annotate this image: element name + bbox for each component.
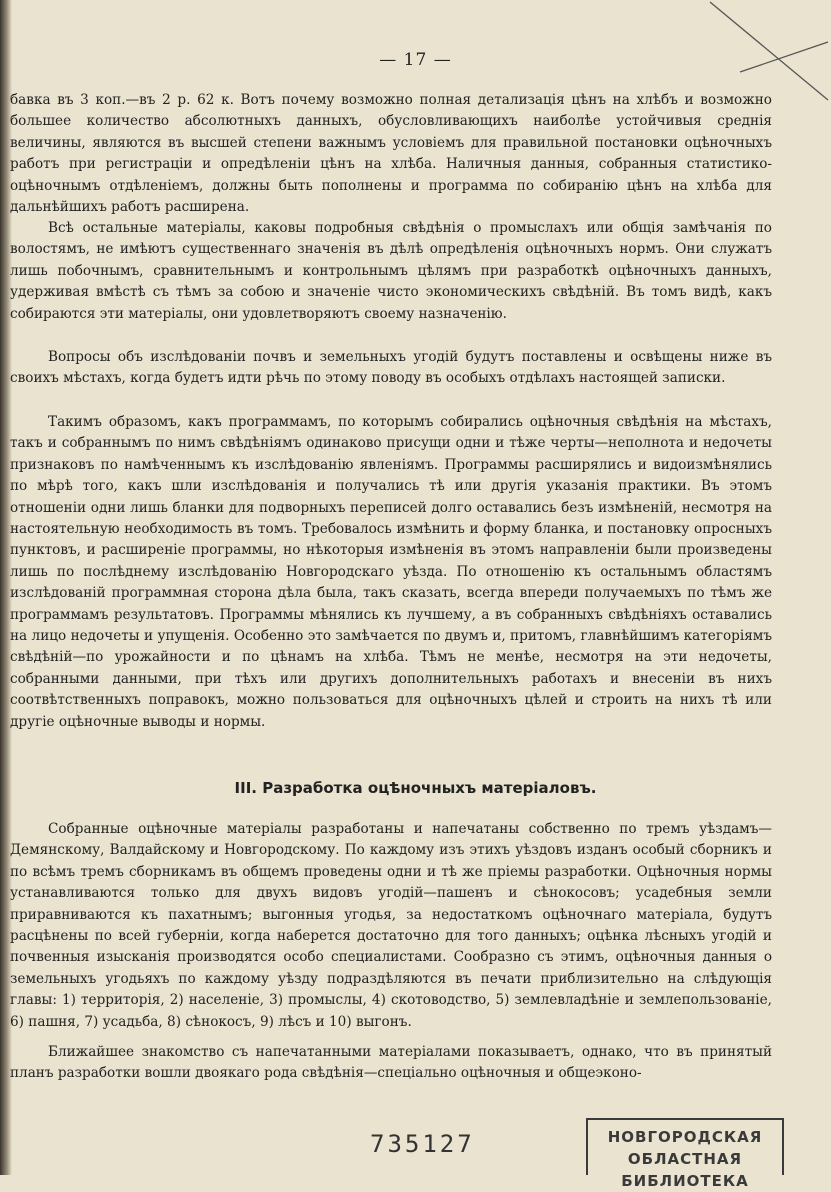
paragraph-1: бавка въ 3 коп.—въ 2 р. 62 к. Вотъ почему возможно полная детализація цѣнъ на хлѣбъ и возможно большее количество абсолютныхъ данныхъ, обусловливающихъ наиболѣе устойчивыя среднія величины, являются въ высшей степени важнымъ условіемъ для правильной постановки оцѣночныхъ работъ при регистраціи и опредѣленіи цѣнъ на хлѣба. Наличныя данныя, собранныя статистико-оцѣночнымъ отдѣленіемъ, должны быть пополнены и программа по собиранію цѣнъ на хлѣба для дальнѣйшихъ работъ расширена.: [10, 92, 772, 216]
inventory-number: 735127: [370, 1130, 475, 1158]
section-paragraph-1: Собранные оцѣночные матеріалы разработаны и напечатаны собственно по тремъ уѣздамъ—Демянскому, Валдайскому и Новгородскому. По каждому изъ этихъ уѣздовъ изданъ особый сборникъ и по всѣмъ тремъ сборникамъ въ общемъ проведены одни и тѣ же пріемы разработки. Оцѣночныя нормы устанавливаются только для двухъ видовъ угодій—пашенъ и сѣнокосовъ; усадебныя земли приравниваются къ пахатнымъ; выгонныя угодья, за недостаткомъ оцѣночнаго матеріала, будутъ расцѣнены по всей губерніи, когда наберется достаточно для того данныхъ; оцѣнка лѣсныхъ угодій и почвенныя изысканія производятся особо специалистами. Сообразно съ этимъ, оцѣночныя данныя о земельныхъ угодьяхъ по каждому уѣзду подраздѣляются въ печати приблизительно на слѣдующія главы: 1) территорія, 2) населеніе, 3) промыслы, 4) скотоводство, 5) землевладѣніе и землепользованіе, 6) пашня, 7) усадьба, 8) сѣнокосъ, 9) лѣсъ и 10) выгонъ.: [10, 821, 772, 1030]
stamp-line-2: ОБЛАСТНАЯ БИБЛИОТЕКА: [621, 1150, 749, 1190]
paragraph-3: Вопросы объ изслѣдованіи почвъ и земельныхъ угодій будутъ поставлены и освѣщены ниже въ своихъ мѣстахъ, когда будетъ идти рѣчь по этому поводу въ особыхъ отдѣлахъ настоящей записки.: [10, 349, 772, 387]
section-paragraph-2: Ближайшее знакомство съ напечатанными матеріалами показываетъ, однако, что въ принятый планъ разработки вошли двоякаго рода свѣдѣнія—спеціально оцѣночныя и общеэконо-: [10, 1044, 772, 1082]
library-stamp: [586, 1118, 784, 1190]
section-heading: III. Разработка оцѣночныхъ матеріаловъ.: [234, 779, 597, 797]
paragraph-2: Всѣ остальные матеріалы, каковы подробныя свѣдѣнія о промыслахъ или общія замѣчанія по волостямъ, не имѣютъ существеннаго значенія въ дѣлѣ опредѣленія оцѣночныхъ нормъ. Они служатъ лишь побочнымъ, сравнительнымъ и контрольнымъ цѣлямъ при разработкѣ оцѣночныхъ данныхъ, удерживая вмѣстѣ съ тѣмъ за собою и значеніе чисто экономическихъ свѣдѣній. Въ томъ видѣ, какъ собираются эти матеріалы, они удовлетворяютъ своему назначенію.: [10, 220, 772, 322]
page-number: — 17 —: [379, 50, 452, 70]
paragraph-4: Такимъ образомъ, какъ программамъ, по которымъ собирались оцѣночныя свѣдѣнія на мѣстахъ, такъ и собраннымъ по нимъ свѣдѣніямъ одинаково присущи одни и тѣже черты—неполнота и недочеты признаковъ по намѣченнымъ къ изслѣдованію явленіямъ. Программы расширялись и видоизмѣнялись по мѣрѣ того, какъ шли изслѣдованія и получались тѣ или другія указанія практики. Въ этомъ отношеніи одни лишь бланки для подворныхъ переписей долго оставались безъ измѣненій, несмотря на настоятельную необходимость въ томъ. Требовалось измѣнить и форму бланка, и постановку опросныхъ пунктовъ, и расширеніе программы, но нѣкоторыя измѣненія въ этомъ направленіи были произведены лишь по послѣднему изслѣдованію Новгородскаго уѣзда. По отношенію къ остальнымъ областямъ изслѣдованій программная сторона дѣла была, такъ сказать, всегда впереди получаемыхъ по тѣмъ же программамъ результатовъ. Программы мѣнялись къ лучшему, а въ собранныхъ свѣдѣніяхъ оставались на лицо недочеты и упущенія. Особенно это замѣчается по двумъ и, притомъ, главнѣйшимъ категоріямъ свѣдѣній—по урожайности и по цѣнамъ на хлѣба. Тѣмъ не менѣе, несмотря на эти недочеты, собранными данными, при тѣхъ или другихъ дополнительныхъ работахъ и внесеніи въ нихъ соотвѣтственныхъ поправокъ, можно пользоваться для оцѣночныхъ цѣлей и строить на нихъ тѣ или другіе оцѣночные выводы и нормы.: [10, 414, 772, 730]
stamp-line-1: НОВГОРОДСКАЯ: [607, 1128, 763, 1146]
